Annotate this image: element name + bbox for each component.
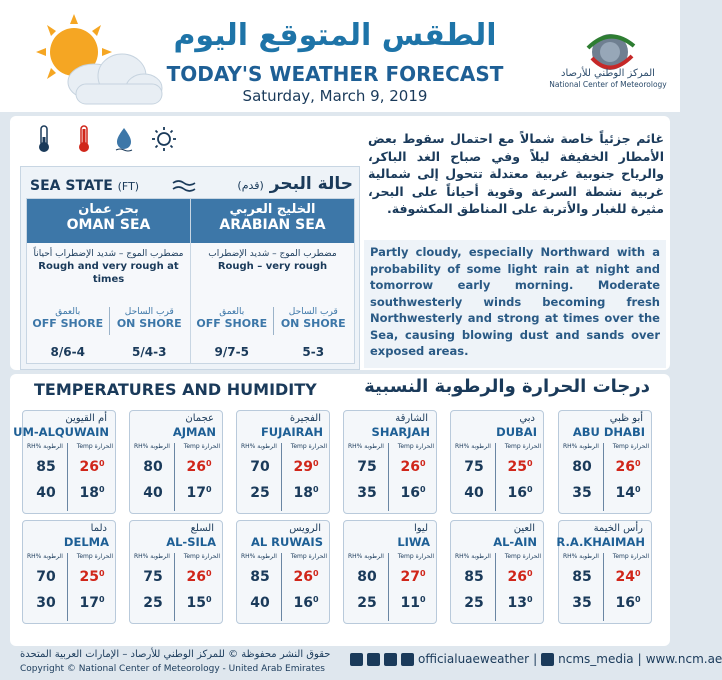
city-card — [22, 520, 116, 624]
facebook-icon[interactable] — [350, 653, 363, 666]
header — [0, 0, 680, 112]
rh-header: RH% الرطوبة — [563, 443, 599, 450]
offshore-label-arabic: بالعمق — [55, 307, 81, 317]
temp-max: $29^0$ — [293, 459, 319, 475]
humidity-max: 75 — [143, 569, 163, 585]
offshore-label: OFF SHORE — [32, 317, 104, 330]
social-handle[interactable]: officialuaeweather — [418, 652, 530, 666]
city-name-arabic: عجمان — [185, 413, 214, 424]
temp-max: $25^0$ — [79, 569, 105, 585]
rh-header: RH% الرطوبة — [27, 553, 63, 560]
divider — [174, 553, 175, 621]
temp-header: Temp الحرارة — [397, 443, 434, 450]
humidity-min: 40 — [143, 485, 163, 501]
divider — [388, 443, 389, 511]
column-headers — [563, 443, 649, 450]
temp-max: $26^0$ — [79, 459, 105, 475]
city-name: FUJAIRAH — [260, 425, 323, 439]
temp-header: Temp الحرارة — [183, 553, 220, 560]
city-name-arabic: رأس الخيمة — [593, 523, 643, 534]
divider — [281, 443, 282, 511]
temp-header: Temp الحرارة — [76, 553, 113, 560]
rh-header: RH% الرطوبة — [455, 443, 491, 450]
city-name-arabic: ليوا — [413, 523, 428, 534]
humidity-max: 85 — [572, 569, 592, 585]
column-headers — [27, 553, 113, 560]
sea-name — [27, 199, 190, 243]
humidity-max: 85 — [36, 459, 56, 475]
temp-min: $16^0$ — [507, 485, 533, 501]
rh-header: RH% الرطوبة — [27, 443, 63, 450]
divider — [281, 553, 282, 621]
city-card — [450, 520, 544, 624]
divider — [603, 443, 604, 511]
temp-max: $25^0$ — [507, 459, 533, 475]
rh-header: RH% الرطوبة — [134, 443, 170, 450]
city-name-arabic: السلع — [190, 523, 214, 534]
sun-cloud-icon — [14, 10, 164, 110]
temp-header: Temp الحرارة — [504, 553, 541, 560]
sea-name-english: ARABIAN SEA — [219, 217, 326, 233]
sea-description-english: Rough and very rough at times — [38, 261, 179, 285]
column-headers — [27, 443, 113, 450]
separator: | — [637, 652, 642, 666]
city-card — [13, 410, 116, 514]
weather-icons-row — [30, 124, 178, 154]
humidity-min: 25 — [357, 595, 377, 611]
city-name: SHARJAH — [371, 425, 430, 439]
humidity-max: 85 — [250, 569, 270, 585]
city-card — [129, 520, 223, 624]
offshore-value: 9/7-5 — [214, 345, 249, 359]
temp-min: $16^0$ — [400, 485, 426, 501]
temp-min: $18^0$ — [79, 485, 105, 501]
copyright-arabic: حقوق النشر محفوظة © للمركز الوطني للأرصاد – الإمارات العربية المتحدة — [20, 649, 331, 660]
temp-header: Temp الحرارة — [504, 443, 541, 450]
temp-min: $17^0$ — [186, 485, 212, 501]
humidity-max: 70 — [250, 459, 270, 475]
rh-header: RH% الرطوبة — [455, 553, 491, 560]
forecast-text-arabic: غائم جزئياً خاصة شمالاً مع احتمال سقوط بعض الأمطار الخفيفة ليلاً وفي صباح الغد الباكر، والرياح جنوبية غربية معتدلة تتحول إلى شمالية غربية نشطة السرعة وقوية أحياناً على البحر، مثيرة للغبار والأتربة على المناطق المكشوفة. — [368, 131, 664, 216]
city-name-arabic: العين — [513, 523, 535, 534]
humidity-min: 25 — [464, 595, 484, 611]
city-name-arabic: دلما — [90, 523, 107, 534]
humidity-min: 35 — [572, 595, 592, 611]
copyright-english: Copyright © National Center of Meteorology - United Arab Emirates — [20, 664, 325, 674]
city-card — [450, 410, 544, 514]
city-name-arabic: أم القيوين — [65, 413, 107, 424]
sea-name-arabic: الخليج العربي — [229, 202, 316, 217]
rh-header: RH% الرطوبة — [241, 443, 277, 450]
twitter-icon[interactable] — [384, 653, 397, 666]
city-name: AL-AIN — [493, 535, 537, 549]
thermometer-high-icon — [70, 124, 98, 154]
onshore-label: ON SHORE — [280, 317, 346, 330]
temp-max: $26^0$ — [186, 569, 212, 585]
column-headers — [348, 443, 434, 450]
humidity-max: 85 — [464, 569, 484, 585]
column-headers — [134, 553, 220, 560]
temp-min: $17^0$ — [79, 595, 105, 611]
city-name-arabic: الفجيرة — [289, 413, 321, 424]
temp-header: Temp الحرارة — [612, 443, 649, 450]
temp-min: $18^0$ — [293, 485, 319, 501]
website-link[interactable]: www.ncm.ae — [645, 652, 722, 666]
social-links — [350, 652, 722, 666]
forecast-date: Saturday, March 9, 2019 — [242, 87, 428, 105]
city-name: ABU DHABI — [572, 425, 645, 439]
divider — [495, 443, 496, 511]
forecast-text-english: Partly cloudy, especially Northward with a probability of some light rain at night and tomorrow early morning. Moderate southwesterly winds becoming fresh Northwesterly and strong at times over the Sea, causing blowing dust and sands over exposed areas. — [364, 240, 666, 368]
temp-header: Temp الحرارة — [183, 443, 220, 450]
rh-header: RH% الرطوبة — [348, 553, 384, 560]
temp-header: Temp الحرارة — [290, 443, 327, 450]
column-headers — [455, 553, 541, 560]
temp-header: Temp الحرارة — [612, 553, 649, 560]
humidity-min: 25 — [250, 485, 270, 501]
humidity-min: 25 — [143, 595, 163, 611]
humidity-min: 30 — [36, 595, 56, 611]
humidity-min: 40 — [36, 485, 56, 501]
media-handle[interactable]: ncms_media — [558, 652, 634, 666]
column-headers — [563, 553, 649, 560]
temp-header: Temp الحرارة — [290, 553, 327, 560]
temp-min: $14^0$ — [615, 485, 641, 501]
humidity-max: 75 — [357, 459, 377, 475]
sun-icon — [150, 124, 178, 154]
sea-state-title-english: SEA STATE (FT) — [30, 178, 140, 194]
at-icon — [541, 653, 554, 666]
offshore-label-arabic: بالعمق — [219, 307, 245, 317]
humidity-min: 40 — [250, 595, 270, 611]
title-english: TODAY'S WEATHER FORECAST — [166, 62, 504, 86]
divider — [174, 443, 175, 511]
thermometer-low-icon — [30, 124, 58, 154]
city-name: R.A.KHAIMAH — [556, 535, 645, 549]
temp-max: $24^0$ — [615, 569, 641, 585]
divider — [67, 443, 68, 511]
rh-header: RH% الرطوبة — [348, 443, 384, 450]
city-name: UM-ALQUWAIN — [13, 425, 109, 439]
city-card — [558, 520, 652, 624]
onshore-label: ON SHORE — [116, 317, 182, 330]
offshore-value: 8/6-4 — [50, 345, 85, 359]
youtube-icon[interactable] — [367, 653, 380, 666]
temperatures-title-arabic: درجات الحرارة والرطوبة النسبية — [364, 376, 650, 397]
city-name-arabic: دبي — [519, 413, 535, 424]
sea-name — [191, 199, 354, 243]
humidity-max: 75 — [464, 459, 484, 475]
city-card — [129, 410, 223, 514]
city-name-arabic: الرويس — [289, 523, 321, 534]
temp-max: $26^0$ — [507, 569, 533, 585]
sea-description-arabic: مضطرب الموج – شديد الإضطراب أحياناً — [33, 249, 184, 259]
rh-header: RH% الرطوبة — [241, 553, 277, 560]
temp-max: $26^0$ — [400, 459, 426, 475]
temp-min: $15^0$ — [186, 595, 212, 611]
arabian-sea-card — [190, 198, 355, 364]
city-card — [236, 410, 330, 514]
city-name: AL-SILA — [166, 535, 216, 549]
water-drop-icon — [110, 124, 138, 154]
temp-max: $27^0$ — [400, 569, 426, 585]
onshore-value: 5/4-3 — [132, 345, 167, 359]
onshore-label-arabic: قرب الساحل — [288, 307, 338, 317]
city-card — [343, 410, 437, 514]
temp-min: $16^0$ — [615, 595, 641, 611]
city-name: AJMAN — [172, 425, 216, 439]
logo-text-arabic: المركز الوطني للأرصاد — [561, 68, 655, 79]
temp-max: $26^0$ — [186, 459, 212, 475]
sea-name-english: OMAN SEA — [66, 217, 151, 233]
separator: | — [533, 652, 538, 666]
sea-description-english: Rough – very rough — [217, 261, 328, 272]
humidity-min: 35 — [572, 485, 592, 501]
city-name: AL RUWAIS — [250, 535, 323, 549]
city-name: LIWA — [397, 535, 430, 549]
humidity-min: 35 — [357, 485, 377, 501]
wave-heights — [27, 345, 190, 359]
humidity-max: 80 — [357, 569, 377, 585]
sea-description-arabic: مضطرب الموج – شديد الإضطراب — [208, 249, 337, 259]
humidity-max: 80 — [572, 459, 592, 475]
onshore-label-arabic: قرب الساحل — [124, 307, 174, 317]
divider — [273, 307, 274, 335]
column-headers — [134, 443, 220, 450]
city-card — [558, 410, 652, 514]
title-arabic: الطقس المتوقع اليوم — [173, 18, 497, 53]
temp-min: $13^0$ — [507, 595, 533, 611]
city-card — [236, 520, 330, 624]
sea-state-title-arabic: (قدم) حالة البحر — [237, 174, 353, 194]
waves-icon — [172, 178, 196, 194]
divider — [388, 553, 389, 621]
divider — [495, 553, 496, 621]
humidity-min: 40 — [464, 485, 484, 501]
onshore-value: 5-3 — [302, 345, 325, 359]
divider — [603, 553, 604, 621]
column-headers — [241, 443, 327, 450]
city-name-arabic: أبو ظبي — [609, 413, 643, 424]
city-name-arabic: الشارقة — [395, 413, 428, 424]
rh-header: RH% الرطوبة — [134, 553, 170, 560]
oman-sea-card — [26, 198, 191, 364]
humidity-max: 70 — [36, 569, 56, 585]
city-card — [343, 520, 437, 624]
temp-header: Temp الحرارة — [397, 553, 434, 560]
city-name: DUBAI — [496, 425, 537, 439]
temp-max: $26^0$ — [293, 569, 319, 585]
temp-min: $11^0$ — [400, 595, 426, 611]
divider — [109, 307, 110, 335]
column-headers — [348, 553, 434, 560]
humidity-max: 80 — [143, 459, 163, 475]
offshore-label: OFF SHORE — [196, 317, 268, 330]
temp-header: Temp الحرارة — [76, 443, 113, 450]
instagram-icon[interactable] — [401, 653, 414, 666]
rh-header: RH% الرطوبة — [563, 553, 599, 560]
temp-min: $16^0$ — [293, 595, 319, 611]
sea-name-arabic: بحر عمان — [78, 202, 139, 217]
temperatures-title-english: TEMPERATURES AND HUMIDITY — [34, 380, 317, 399]
column-headers — [241, 553, 327, 560]
divider — [67, 553, 68, 621]
logo-text-english: National Center of Meteorology — [549, 80, 667, 89]
wave-heights — [191, 345, 354, 359]
temp-max: $26^0$ — [615, 459, 641, 475]
city-name: DELMA — [63, 535, 109, 549]
column-headers — [455, 443, 541, 450]
